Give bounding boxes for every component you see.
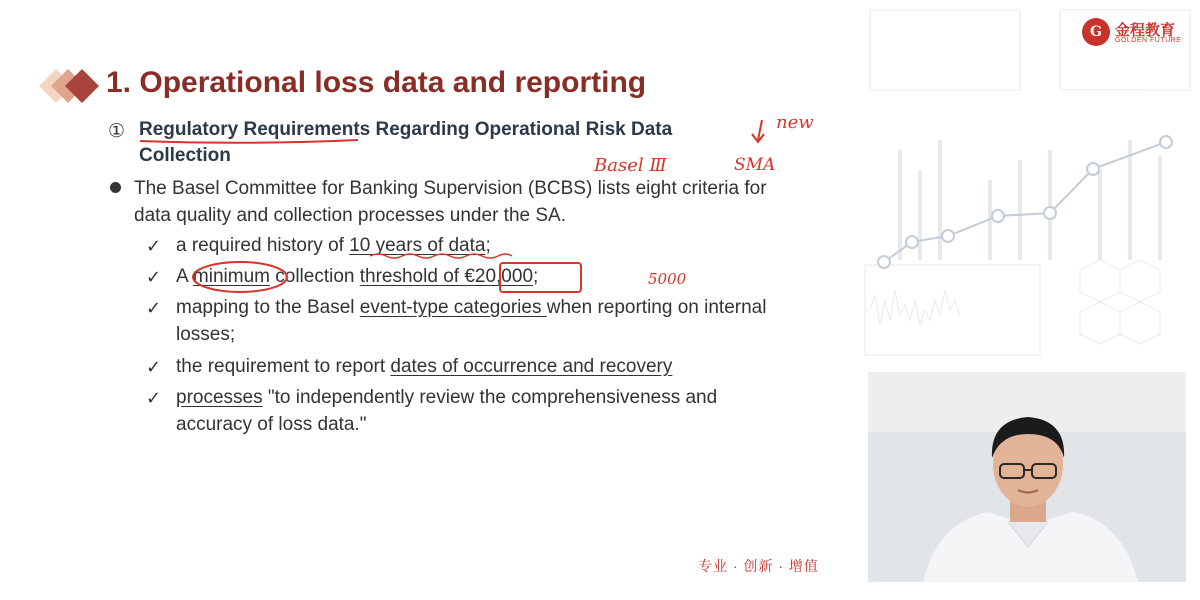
check-icon: ✓ xyxy=(146,236,162,256)
item-underlined-text: event-type categories xyxy=(359,297,547,318)
item-amount-text: €20,000 xyxy=(464,266,534,287)
item-text: ; xyxy=(533,266,539,287)
item-text: the requirement to report xyxy=(176,356,391,377)
background-chart-decoration xyxy=(860,0,1200,370)
logo-name: 金程教育 xyxy=(1115,22,1176,39)
bullet-dot-icon xyxy=(110,182,121,193)
check-icon: ✓ xyxy=(146,357,162,377)
bullet-text: The Basel Committee for Banking Supervision (BCBS) lists eight criteria for data quality and collection processes under the SA. xyxy=(134,178,767,226)
subsection-title: Regulatory Requirements Regarding Operational Risk Data Collection xyxy=(139,119,673,166)
company-logo xyxy=(1082,18,1192,48)
check-icon: ✓ xyxy=(146,388,162,408)
subsection-number: ① xyxy=(108,121,126,142)
item-underlined-text: threshold of xyxy=(359,266,465,287)
annotation-basel: Basel Ⅲ xyxy=(594,155,667,176)
item-text: A xyxy=(176,266,193,287)
item-text: when reporting on internal losses; xyxy=(176,297,767,345)
list-item xyxy=(176,384,796,438)
footer-slogan: 专业 · 创新 · 增值 xyxy=(698,558,819,574)
item-underlined-text: processes xyxy=(176,387,263,408)
item-text: mapping to the Basel xyxy=(176,297,360,318)
list-item xyxy=(176,232,796,259)
webcam-video xyxy=(868,372,1186,582)
annotation-5000: 5000 xyxy=(648,270,687,288)
check-icon: ✓ xyxy=(146,267,162,287)
item-text: ; xyxy=(485,235,491,256)
item-text: a required history of xyxy=(176,235,350,256)
list-item xyxy=(176,353,796,380)
item-minimum-text: minimum xyxy=(192,266,270,287)
list-item xyxy=(176,263,796,290)
slide-title: 1. Operational loss data and reporting xyxy=(106,66,647,99)
item-text: "to independently review the comprehensiveness and accuracy of loss data." xyxy=(176,387,718,435)
list-item xyxy=(176,294,796,348)
annotation-sma: SMA xyxy=(734,155,776,175)
check-icon: ✓ xyxy=(146,298,162,318)
logo-mark-icon: G xyxy=(1082,18,1110,46)
title-diamond-marker-icon xyxy=(38,68,108,104)
logo-tagline: GOLDEN FUTURE xyxy=(1115,37,1182,44)
presenter-image xyxy=(868,372,1186,582)
annotation-new: new xyxy=(776,112,814,133)
item-underlined-text: dates of occurrence and recovery xyxy=(390,356,673,377)
item-text: collection xyxy=(269,266,360,287)
item-underlined-text: 10 years of data xyxy=(349,235,486,256)
